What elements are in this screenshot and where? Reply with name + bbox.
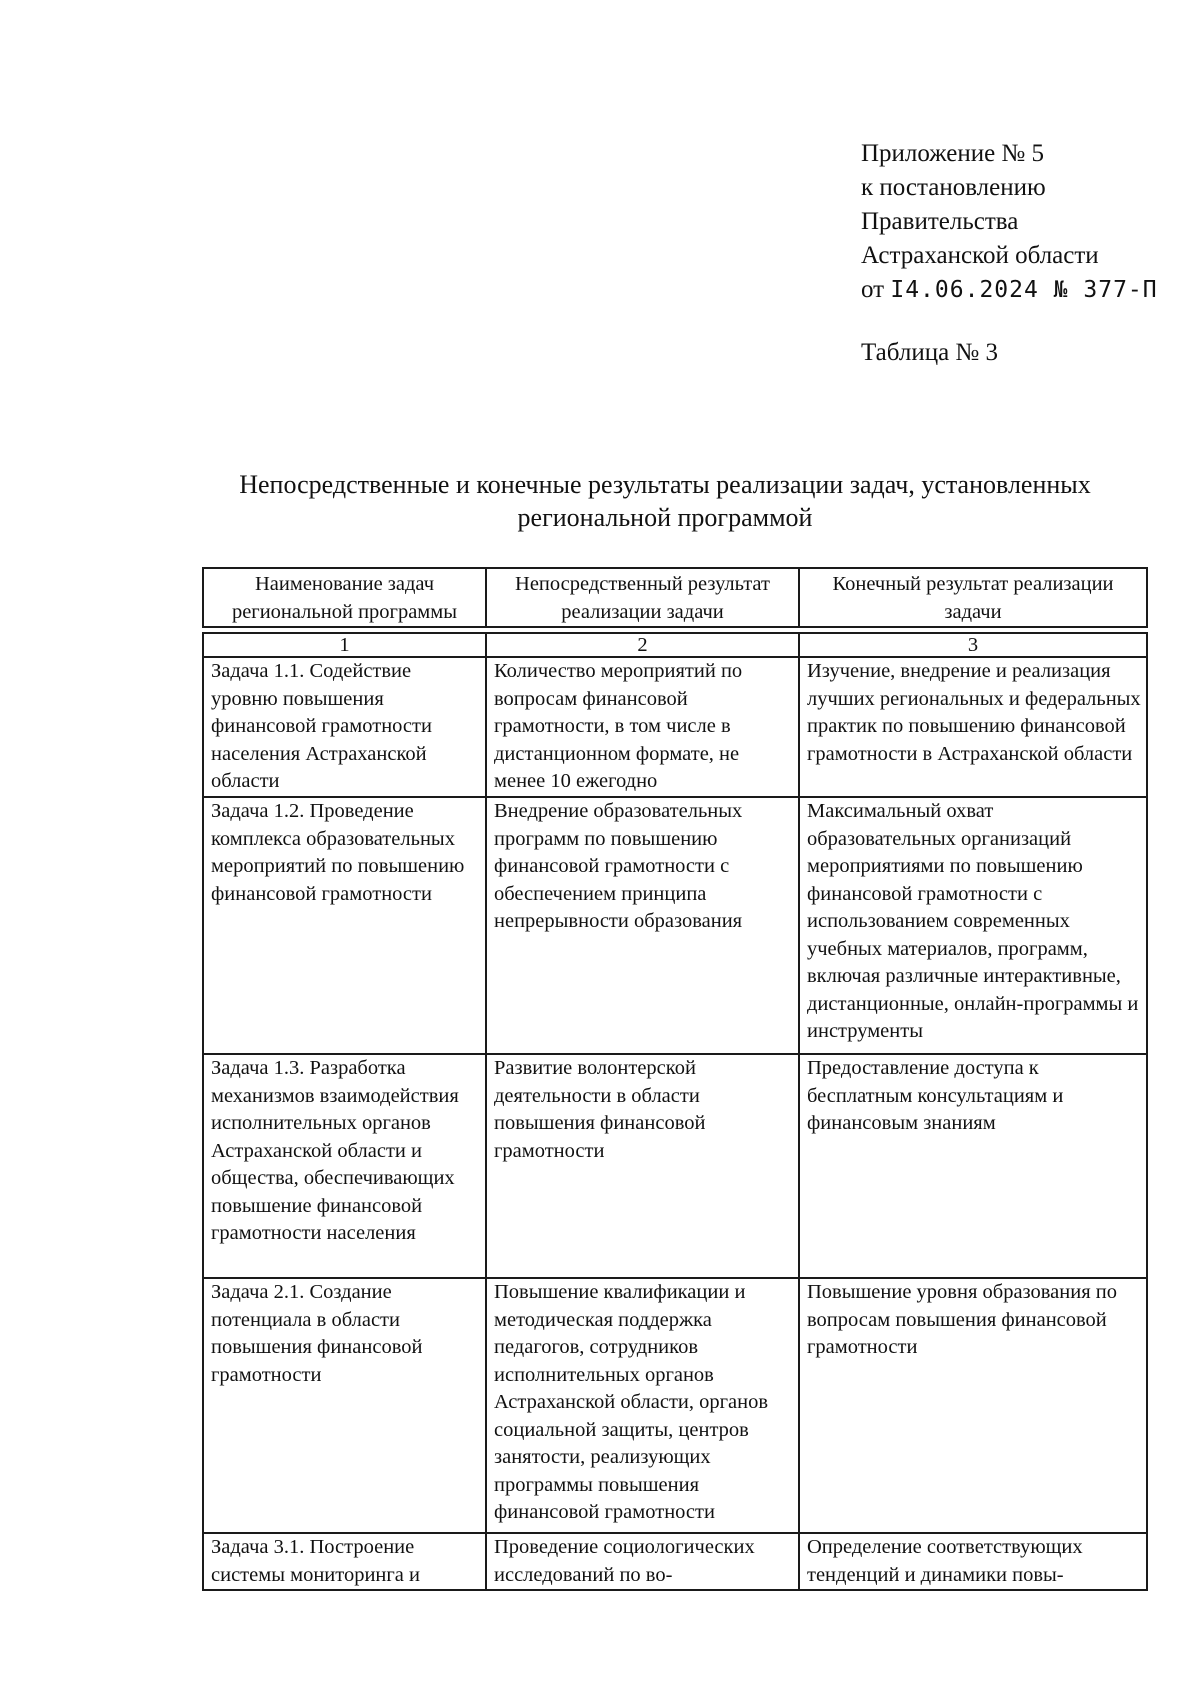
appendix-block <box>861 137 1158 370</box>
final-result-cell: Максимальный охват образовательных организаций мероприятиями по повышению финансовой грамотности с использованием современных учебных материалов, программ, включая различные интерактивные, дистанционные, онлайн-программы и инструменты <box>799 797 1147 1054</box>
appendix-date-prefix: от <box>861 276 885 303</box>
direct-result-cell: Повышение квалификации и методическая поддержка педагогов, сотрудников исполнительных органов Астраханской области, органов социальной защиты, центров занятости, реализующих программы повышения финансовой грамотности <box>486 1278 799 1533</box>
table-row <box>203 1533 1147 1590</box>
column-number-row <box>203 633 1147 657</box>
appendix-line-resolution: к постановлению <box>861 174 1046 201</box>
task-cell: Задача 3.1. Построение системы мониторинга и <box>203 1533 486 1590</box>
document-title <box>190 468 1140 534</box>
direct-result-cell: Количество мероприятий по вопросам финансовой грамотности, в том числе в дистанционном формате, не менее 10 ежегодно <box>486 657 799 797</box>
appendix-title: Приложение № 5 <box>861 140 1045 167</box>
direct-result-cell: Развитие волонтерской деятельности в области повышения финансовой грамотности <box>486 1054 799 1278</box>
appendix-date-line <box>861 273 1158 307</box>
appendix-line-government: Правительства <box>861 208 1019 235</box>
final-result-cell: Изучение, внедрение и реализация лучших региональных и федеральных практик по повышению финансовой грамотности в Астраханской области <box>799 657 1147 797</box>
direct-result-cell: Внедрение образовательных программ по повышению финансовой грамотности с обеспечением принципа непрерывности образования <box>486 797 799 1054</box>
task-cell: Задача 1.1. Содействие уровню повышения финансовой грамотности населения Астраханской области <box>203 657 486 797</box>
table-row <box>203 1054 1147 1278</box>
final-result-cell: Повышение уровня образования по вопросам повышения финансовой грамотности <box>799 1278 1147 1533</box>
table-row <box>203 1278 1147 1533</box>
table-row <box>203 797 1147 1054</box>
appendix-date-number: I4.06.2024 № 377-П <box>890 277 1158 303</box>
column-number: 2 <box>486 633 799 657</box>
table-label: Таблица № 3 <box>861 339 999 366</box>
column-number: 1 <box>203 633 486 657</box>
column-number: 3 <box>799 633 1147 657</box>
table-header-row <box>203 568 1147 627</box>
document-title-line-1: Непосредственные и конечные результаты реализации задач, установленных <box>239 470 1091 499</box>
results-table <box>202 567 1148 1591</box>
header-final-result: Конечный результат реализации задачи <box>799 568 1147 627</box>
table-row <box>203 657 1147 797</box>
task-cell: Задача 2.1. Создание потенциала в области повышения финансовой грамотности <box>203 1278 486 1533</box>
final-result-cell: Предоставление доступа к бесплатным консультациям и финансовым знаниям <box>799 1054 1147 1278</box>
final-result-cell: Определение соответствующих тенденций и динамики повы- <box>799 1533 1147 1590</box>
header-task-name: Наименование задач региональной программы <box>203 568 486 627</box>
header-direct-result: Непосредственный результат реализации задачи <box>486 568 799 627</box>
document-title-line-2: региональной программой <box>517 503 813 532</box>
task-cell: Задача 1.2. Проведение комплекса образовательных мероприятий по повышению финансовой грамотности <box>203 797 486 1054</box>
direct-result-cell: Проведение социологических исследований по во- <box>486 1533 799 1590</box>
appendix-line-region: Астраханской области <box>861 242 1099 269</box>
task-cell: Задача 1.3. Разработка механизмов взаимодействия исполнительных органов Астраханской области и общества, обеспечивающих повышение финансовой грамотности населения <box>203 1054 486 1278</box>
